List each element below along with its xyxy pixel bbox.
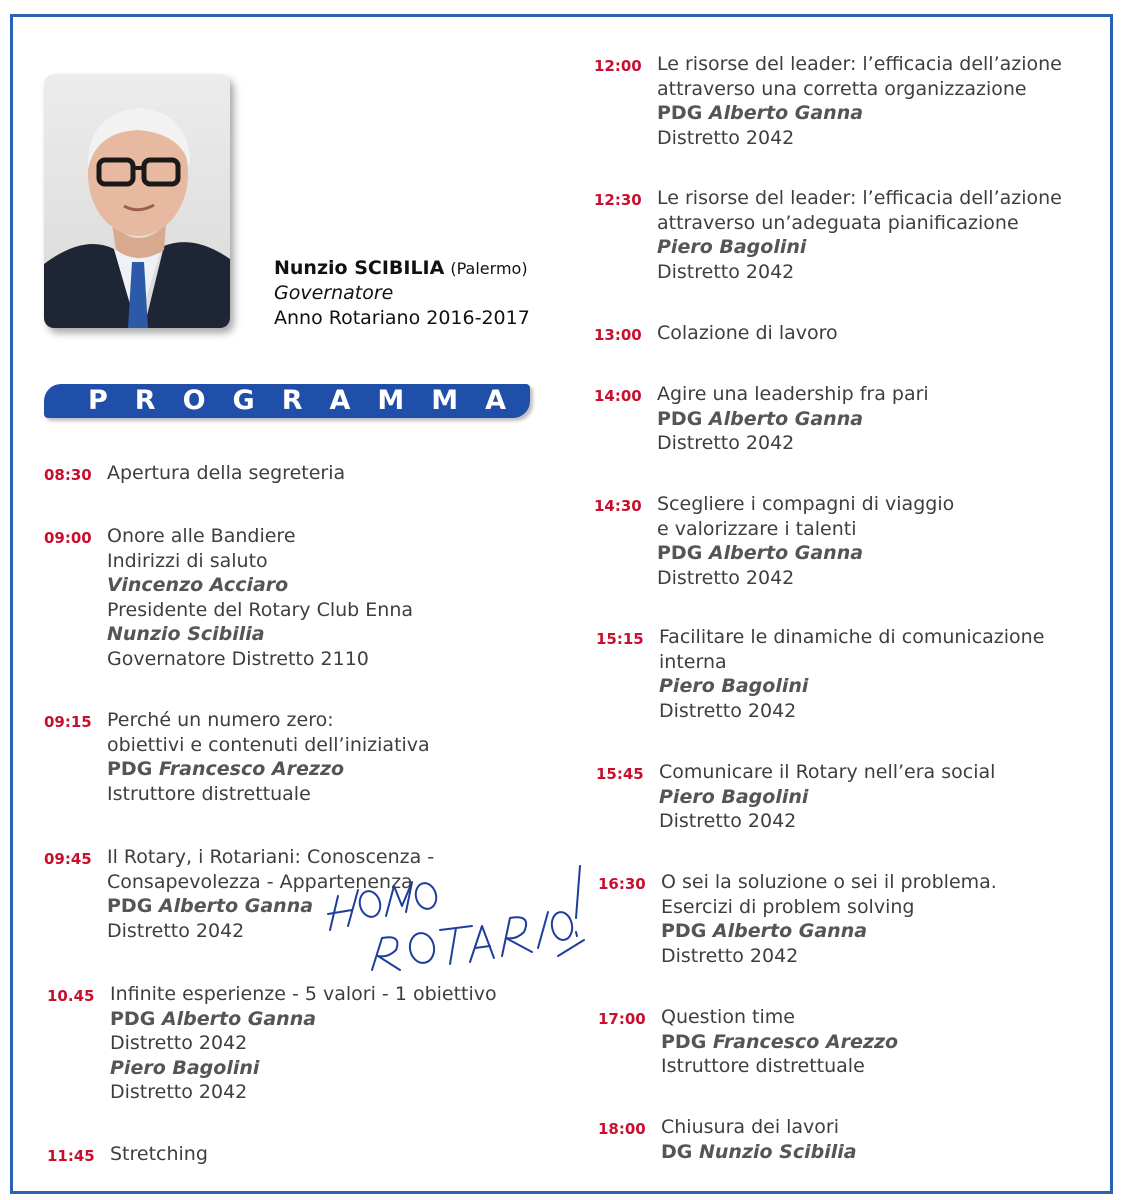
program-line: Presidente del Rotary Club Enna: [107, 598, 414, 621]
program-line: e valorizzare i talenti: [657, 517, 857, 540]
program-line: Distretto 2042: [661, 944, 799, 967]
program-line: Distretto 2042: [110, 1081, 248, 1103]
program-line: Colazione di lavoro: [657, 322, 838, 344]
program-speaker: [659, 674, 1044, 699]
program-speaker: [657, 541, 954, 566]
program-details: [110, 982, 497, 1105]
program-line: Istruttore distrettuale: [661, 1055, 865, 1077]
speaker-title: DG: [661, 1140, 699, 1163]
speaker-name: Vincenzo Acciaro: [107, 574, 289, 596]
speaker-name: Alberto Ganna: [708, 542, 864, 564]
program-time: 09:15: [44, 713, 92, 731]
speaker-name: Nunzio Scibilia: [698, 1140, 857, 1163]
program-line: Consapevolezza - Appartenenza: [107, 870, 413, 893]
program-details: [657, 321, 838, 346]
program-line: Agire una leadership fra pari: [657, 383, 929, 405]
rotary-year: Anno Rotariano 2016-2017: [274, 307, 530, 329]
program-line: Istruttore distrettuale: [107, 782, 311, 805]
program-time: 16:30: [598, 875, 646, 893]
program-line: Stretching: [110, 1143, 208, 1165]
handwritten-note: [322, 860, 592, 980]
program-speaker: [661, 1030, 898, 1055]
program-time: 08:30: [44, 466, 92, 484]
speaker-name: Francesco Arezzo: [158, 758, 345, 780]
program-line: Infinite esperienze - 5 valori - 1 obiettivo: [110, 983, 497, 1005]
program-banner-title: PROGRAMMA: [88, 385, 534, 416]
speaker-title: PDG: [657, 542, 709, 564]
program-line: Question time: [661, 1006, 795, 1028]
governor-name: Nunzio SCIBILIA: [274, 257, 445, 279]
program-line: Comunicare il Rotary nell’era social: [659, 761, 996, 783]
program-speaker: [657, 407, 929, 432]
program-line: Distretto 2042: [659, 699, 797, 722]
program-time: 13:00: [594, 326, 642, 344]
program-line: obiettivi e contenuti dell’iniziativa: [107, 733, 430, 756]
program-time: 17:00: [598, 1010, 646, 1028]
program-line: Le risorse del leader: l’efficacia dell’azione: [657, 187, 1062, 209]
program-details: [107, 461, 345, 486]
program-time: 09:00: [44, 529, 92, 547]
program-line: Scegliere i compagni di viaggio: [657, 493, 955, 515]
program-time: 14:00: [594, 387, 642, 405]
program-line: Indirizzi di saluto: [107, 549, 268, 572]
program-line: Chiusura dei lavori: [661, 1116, 840, 1138]
program-line: Distretto 2042: [107, 919, 245, 942]
program-line: attraverso un’adeguata pianificazione: [657, 211, 1019, 234]
speaker-title: PDG: [657, 102, 709, 124]
program-line: Perché un numero zero:: [107, 709, 334, 731]
program-details: [657, 382, 929, 456]
program-line: Onore alle Bandiere: [107, 525, 296, 547]
program-time: 12:30: [594, 191, 642, 209]
speaker-name: Alberto Ganna: [161, 1007, 317, 1030]
program-speaker: [657, 101, 1062, 126]
program-speaker: [107, 622, 413, 647]
program-details: [657, 492, 954, 590]
speaker-name: Piero Bagolini: [657, 236, 807, 258]
program-details: [107, 708, 430, 806]
program-details: [657, 186, 1062, 284]
program-details: [661, 870, 997, 968]
program-details: [661, 1005, 898, 1079]
program-line: Distretto 2042: [657, 566, 795, 589]
governor-portrait: [44, 74, 230, 328]
program-line: Distretto 2042: [659, 810, 797, 832]
program-details: [107, 524, 413, 671]
speaker-name: Piero Bagolini: [659, 675, 809, 697]
program-line: Esercizi di problem solving: [661, 895, 915, 918]
governor-caption: [274, 256, 530, 331]
program-line: Distretto 2042: [657, 260, 795, 283]
speaker-title: PDG: [107, 758, 159, 780]
program-line: interna: [659, 650, 727, 673]
program-time: 18:00: [598, 1120, 646, 1138]
program-speaker: [661, 919, 997, 944]
program-speaker: [107, 573, 413, 598]
program-time: 10.45: [47, 987, 95, 1005]
program-speaker: [110, 1007, 497, 1032]
program-banner: [44, 384, 534, 418]
program-time: 15:15: [596, 630, 644, 648]
speaker-name: Alberto Ganna: [712, 920, 868, 942]
program-details: [659, 625, 1044, 723]
speaker-name: Nunzio Scibilia: [107, 623, 265, 645]
program-line: Apertura della segreteria: [107, 462, 346, 484]
program-line: Distretto 2042: [657, 126, 795, 149]
speaker-name: Piero Bagolini: [110, 1056, 260, 1079]
speaker-title: PDG: [110, 1007, 162, 1030]
speaker-name: Alberto Ganna: [708, 102, 864, 124]
speaker-title: PDG: [661, 1030, 713, 1053]
program-line: attraverso una corretta organizzazione: [657, 77, 1027, 100]
program-time: 09:45: [44, 850, 92, 868]
speaker-name: Piero Bagolini: [659, 785, 809, 808]
program-time: 15:45: [596, 765, 644, 783]
speaker-name: Francesco Arezzo: [712, 1030, 899, 1053]
program-line: Facilitare le dinamiche di comunicazione: [659, 626, 1045, 648]
speaker-name: Alberto Ganna: [708, 407, 864, 430]
speaker-title: PDG: [657, 407, 709, 430]
program-line: Il Rotary, i Rotariani: Conoscenza -: [107, 846, 435, 868]
program-speaker: [107, 757, 430, 782]
program-speaker: [110, 1056, 497, 1081]
program-details: [110, 1142, 208, 1167]
program-details: [657, 52, 1062, 150]
program-speaker: [661, 1140, 857, 1165]
governor-name-line: [274, 256, 530, 281]
program-speaker: [659, 785, 995, 810]
program-time: 14:30: [594, 497, 642, 515]
program-time: 11:45: [47, 1147, 95, 1165]
program-time: 12:00: [594, 57, 642, 75]
program-line: Le risorse del leader: l’efficacia dell’azione: [657, 53, 1062, 75]
speaker-name: Alberto Ganna: [158, 895, 314, 917]
program-line: Governatore Distretto 2110: [107, 647, 369, 670]
governor-city: (Palermo): [450, 259, 528, 278]
program-details: [661, 1115, 857, 1164]
governor-role: Governatore: [274, 282, 394, 304]
program-line: Distretto 2042: [657, 432, 795, 454]
program-line: Distretto 2042: [110, 1032, 248, 1054]
speaker-title: PDG: [107, 895, 159, 917]
program-details: [659, 760, 995, 834]
speaker-title: PDG: [661, 920, 713, 942]
program-line: O sei la soluzione o sei il problema.: [661, 871, 997, 893]
program-speaker: [657, 235, 1062, 260]
